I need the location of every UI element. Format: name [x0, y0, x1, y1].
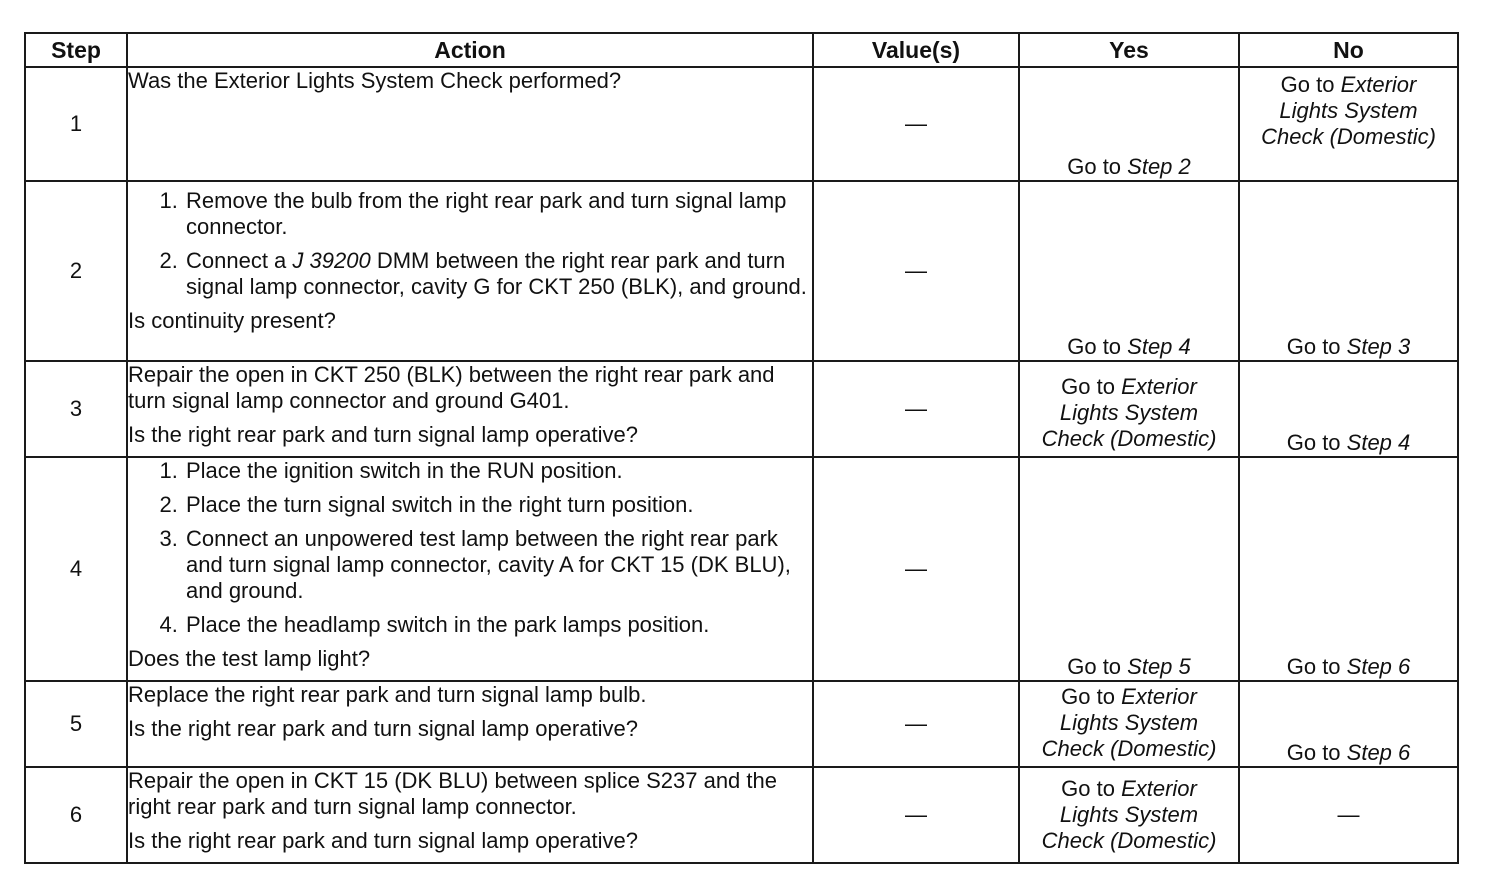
- action-step-item: 1. Remove the bulb from the right rear park and turn signal lamp connector.: [184, 188, 812, 240]
- no-target: Exterior Lights System Check (Domestic): [1261, 72, 1436, 149]
- action-cell: [127, 457, 813, 681]
- table-row-step-1: [25, 67, 1458, 181]
- diagnostic-table: [24, 32, 1459, 864]
- yes-cell: [1019, 767, 1239, 863]
- yes-cell: [1019, 181, 1239, 361]
- action-cell: [127, 181, 813, 361]
- yes-prefix: Go to: [1061, 776, 1122, 801]
- no-cell: [1239, 361, 1458, 457]
- action-step-item: [184, 248, 812, 300]
- action-question: Is the right rear park and turn signal lamp operative?: [128, 716, 638, 741]
- table-row-step-3: [25, 361, 1458, 457]
- action-text: DMM between the right rear park and turn signal lamp connector, cavity G for CKT 250 (BLK), and ground.: [186, 248, 807, 299]
- table-row-step-5: [25, 681, 1458, 767]
- header-row: [25, 33, 1458, 67]
- no-prefix: Go to: [1286, 334, 1347, 359]
- yes-prefix: Go to: [1061, 684, 1122, 709]
- action-step-item: 2. Place the turn signal switch in the right turn position.: [184, 492, 812, 518]
- value-cell: —: [813, 457, 1019, 681]
- yes-target: Exterior Lights System Check (Domestic): [1041, 776, 1217, 853]
- yes-cell: [1019, 457, 1239, 681]
- step-number: 5: [25, 681, 127, 767]
- action-step-item: 4. Place the headlamp switch in the park lamps position.: [184, 612, 812, 638]
- action-step-item: 3. Connect an unpowered test lamp between the right rear park and turn signal lamp connector, cavity A for CKT 15 (DK BLU), and ground.: [184, 526, 812, 604]
- step-number: 6: [25, 767, 127, 863]
- table-row-step-6: [25, 767, 1458, 863]
- no-target: Step 3: [1346, 334, 1411, 359]
- action-steps-list: [128, 458, 812, 638]
- yes-prefix: Go to: [1067, 154, 1128, 179]
- header-values: Value(s): [813, 33, 1019, 67]
- yes-target: Exterior Lights System Check (Domestic): [1041, 374, 1217, 451]
- action-cell: [127, 67, 813, 181]
- table-row-step-2: [25, 181, 1458, 361]
- no-target: Step 6: [1346, 654, 1411, 679]
- action-steps-list: [128, 188, 812, 300]
- action-question: Was the Exterior Lights System Check performed?: [128, 68, 622, 93]
- no-cell: [1239, 457, 1458, 681]
- yes-target: Step 2: [1127, 154, 1191, 179]
- value-cell: —: [813, 767, 1019, 863]
- yes-target: Exterior Lights System Check (Domestic): [1041, 684, 1217, 761]
- no-cell: [1239, 181, 1458, 361]
- header-yes: Yes: [1019, 33, 1239, 67]
- no-prefix: Go to: [1286, 430, 1347, 455]
- yes-prefix: Go to: [1061, 374, 1122, 399]
- value-cell: —: [813, 67, 1019, 181]
- step-number: 3: [25, 361, 127, 457]
- yes-cell: [1019, 361, 1239, 457]
- header-no: No: [1239, 33, 1458, 67]
- yes-target: Step 4: [1127, 334, 1191, 359]
- no-cell: [1239, 681, 1458, 767]
- action-question: Does the test lamp light?: [128, 646, 371, 671]
- step-number: 4: [25, 457, 127, 681]
- action-question: Is the right rear park and turn signal lamp operative?: [128, 422, 638, 447]
- no-cell: [1239, 67, 1458, 181]
- yes-cell: [1019, 681, 1239, 767]
- value-cell: —: [813, 361, 1019, 457]
- header-step: Step: [25, 33, 127, 67]
- value-cell: —: [813, 681, 1019, 767]
- action-text: Connect a: [186, 248, 293, 273]
- no-prefix: Go to: [1286, 654, 1347, 679]
- action-question: Is continuity present?: [128, 308, 336, 333]
- yes-target: Step 5: [1127, 654, 1191, 679]
- step-number: 1: [25, 67, 127, 181]
- no-prefix: Go to: [1286, 740, 1347, 765]
- yes-cell: [1019, 67, 1239, 181]
- action-instruction: Repair the open in CKT 250 (BLK) between the right rear park and turn signal lamp connector and ground G401.: [128, 362, 775, 413]
- tool-reference: J 39200: [292, 248, 371, 273]
- step-number: 2: [25, 181, 127, 361]
- action-cell: [127, 681, 813, 767]
- table-row-step-4: [25, 457, 1458, 681]
- no-prefix: Go to: [1280, 72, 1341, 97]
- yes-prefix: Go to: [1067, 654, 1128, 679]
- yes-prefix: Go to: [1067, 334, 1128, 359]
- action-cell: [127, 767, 813, 863]
- no-target: Step 6: [1346, 740, 1411, 765]
- action-instruction: Replace the right rear park and turn signal lamp bulb.: [128, 682, 647, 707]
- action-question: Is the right rear park and turn signal lamp operative?: [128, 828, 638, 853]
- action-cell: [127, 361, 813, 457]
- value-cell: —: [813, 181, 1019, 361]
- no-target: Step 4: [1346, 430, 1411, 455]
- action-step-item: 1. Place the ignition switch in the RUN position.: [184, 458, 812, 484]
- action-instruction: Repair the open in CKT 15 (DK BLU) between splice S237 and the right rear park and turn signal lamp connector.: [128, 768, 777, 819]
- header-action: Action: [127, 33, 813, 67]
- no-cell: —: [1239, 767, 1458, 863]
